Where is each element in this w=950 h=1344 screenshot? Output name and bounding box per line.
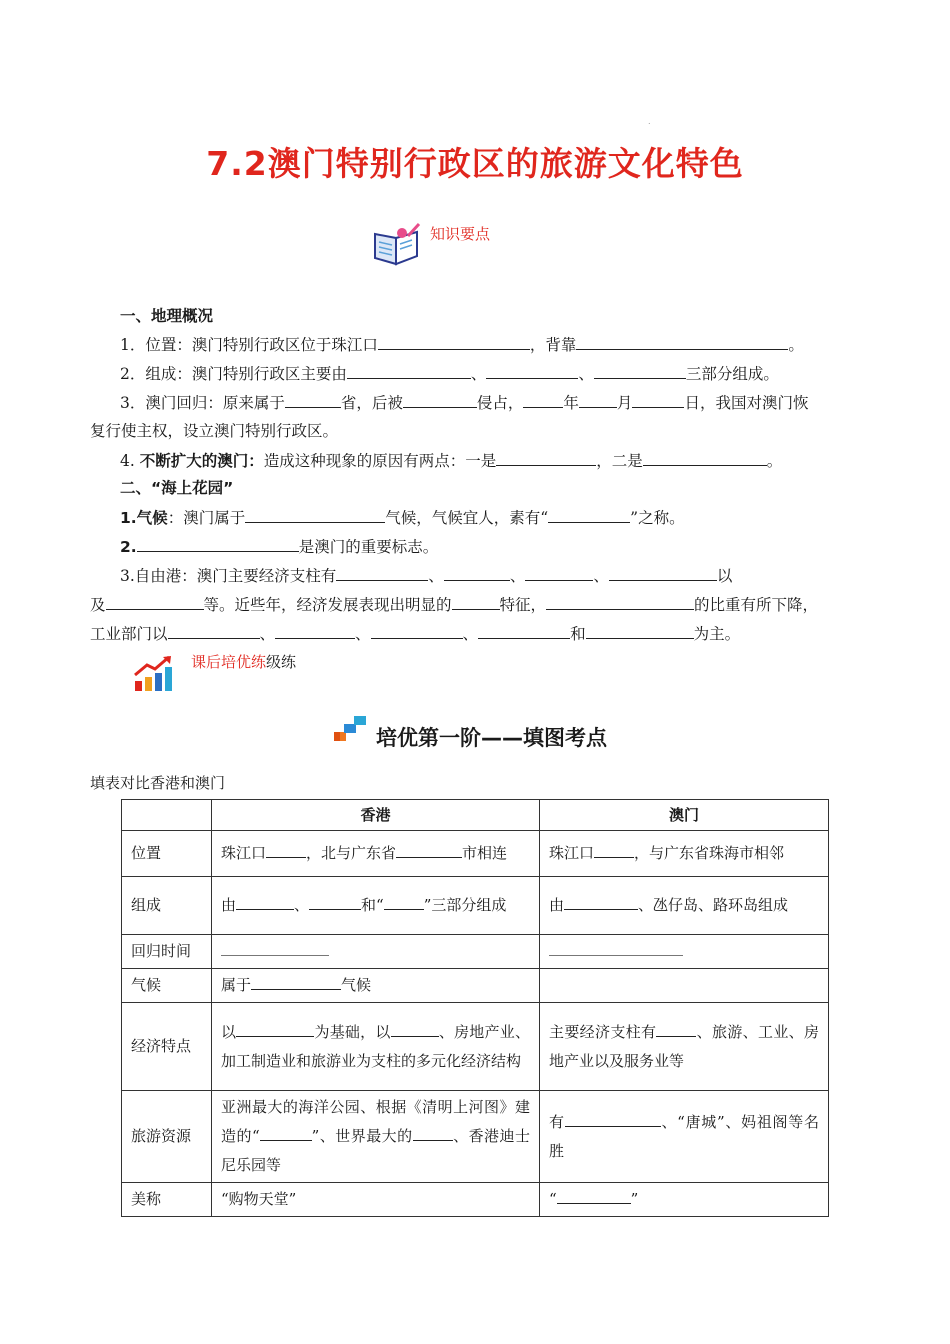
hk-cell xyxy=(212,1003,540,1091)
mo-cell xyxy=(540,831,829,877)
mo-cell xyxy=(540,1003,829,1091)
text: 。 xyxy=(788,336,804,354)
section2-line3-cont xyxy=(90,594,818,615)
text: 珠江口 xyxy=(549,844,595,862)
answer-blank[interactable] xyxy=(656,1021,696,1037)
answer-blank[interactable] xyxy=(632,392,684,408)
section2-line3 xyxy=(120,565,732,586)
text: ，二是 xyxy=(596,452,643,470)
answer-blank[interactable] xyxy=(236,1021,314,1037)
knowledge-points-label: 知识要点 xyxy=(430,225,491,243)
text: 级练 xyxy=(266,653,297,671)
text: 日，我国对澳门恢 xyxy=(684,394,809,412)
text: 由 xyxy=(549,896,565,914)
answer-blank[interactable] xyxy=(594,363,686,379)
answer-blank[interactable] xyxy=(266,842,306,858)
row-key: 美称 xyxy=(122,1183,212,1217)
text: 、 xyxy=(294,896,310,914)
text: 工业部门以 xyxy=(90,625,168,643)
section2-line2 xyxy=(120,536,438,557)
text: 市相连 xyxy=(462,844,508,862)
text: ，与广东省珠海市相邻 xyxy=(634,844,785,862)
text: ，背靠 xyxy=(529,336,577,354)
header-empty xyxy=(122,800,212,831)
table-caption: 填表对比香港和澳门 xyxy=(90,774,226,792)
text: 气候 xyxy=(341,976,372,994)
answer-blank[interactable] xyxy=(444,565,510,581)
steps-icon xyxy=(332,712,372,746)
answer-blank[interactable] xyxy=(251,974,341,990)
answer-blank[interactable] xyxy=(309,894,361,910)
exercise-label xyxy=(191,651,296,672)
text: 、 xyxy=(462,625,479,643)
text: 课后培优练 xyxy=(191,653,267,671)
text: 主要经济支柱有 xyxy=(549,1022,657,1041)
answer-blank[interactable] xyxy=(576,334,788,350)
growth-chart-icon xyxy=(133,655,177,697)
text: 、 xyxy=(355,625,371,643)
row-key: 回归时间 xyxy=(122,935,212,969)
answer-blank[interactable] xyxy=(523,392,563,408)
answer-blank[interactable] xyxy=(336,565,428,581)
answer-blank[interactable] xyxy=(347,363,471,379)
section1-line2 xyxy=(120,363,779,384)
mo-cell xyxy=(540,935,829,969)
text: ”之称。 xyxy=(630,509,685,527)
text: 、 xyxy=(593,567,609,585)
text: 年 xyxy=(563,394,579,412)
table-row xyxy=(122,969,829,1003)
section2-line3-cont2 xyxy=(90,623,740,644)
text: 2．组成：澳门特别行政区主要由 xyxy=(120,365,347,383)
text: 、 xyxy=(470,365,487,383)
book-icon xyxy=(372,222,422,270)
section1-line3-cont: 复行使主权，设立澳门特别行政区。 xyxy=(90,422,339,440)
text: 2. xyxy=(120,538,137,556)
table-header-row xyxy=(122,800,829,831)
section1-line1 xyxy=(120,334,804,355)
answer-blank[interactable] xyxy=(384,894,424,910)
text: 造成这种现象的原因有两点：一是 xyxy=(263,452,497,470)
answer-blank[interactable] xyxy=(221,940,329,956)
table-row xyxy=(122,1183,829,1217)
answer-blank[interactable] xyxy=(586,623,694,639)
text: 3.自由港：澳门主要经济支柱有 xyxy=(120,567,337,585)
text: 、 xyxy=(428,567,444,585)
row-key: 组成 xyxy=(122,877,212,935)
answer-blank[interactable] xyxy=(565,1111,661,1127)
text: 和“ xyxy=(361,896,384,914)
hk-cell xyxy=(212,1091,540,1183)
section1-line4 xyxy=(120,450,782,471)
text: ，北与广东省 xyxy=(306,844,397,862)
answer-blank[interactable] xyxy=(371,623,463,639)
row-key: 旅游资源 xyxy=(122,1091,212,1183)
stray-mark: . xyxy=(648,117,651,126)
section1-heading: 一、地理概况 xyxy=(120,307,214,325)
text: 特征， xyxy=(499,596,547,614)
answer-blank[interactable] xyxy=(396,842,462,858)
hk-cell: “购物天堂” xyxy=(212,1183,540,1217)
answer-blank[interactable] xyxy=(609,565,717,581)
answer-blank[interactable] xyxy=(168,623,260,639)
answer-blank[interactable] xyxy=(557,1188,631,1204)
answer-blank[interactable] xyxy=(452,594,500,610)
answer-blank[interactable] xyxy=(391,1021,439,1037)
text: 、香港迪士尼乐园等 xyxy=(221,1127,530,1174)
text: 是澳门的重要标志。 xyxy=(298,538,439,556)
table-row xyxy=(122,1003,829,1091)
table-row xyxy=(122,877,829,935)
text: 月 xyxy=(616,394,633,412)
text: 为基础，以 xyxy=(314,1022,391,1041)
answer-blank[interactable] xyxy=(378,334,530,350)
answer-blank[interactable] xyxy=(413,1125,453,1141)
text: 以 xyxy=(221,1022,237,1041)
answer-blank[interactable] xyxy=(137,536,299,552)
header-macau: 澳门 xyxy=(540,800,829,831)
row-key: 经济特点 xyxy=(122,1003,212,1091)
table-row xyxy=(122,935,829,969)
table-row xyxy=(122,831,829,877)
text: 三部分组成。 xyxy=(685,365,779,383)
answer-blank[interactable] xyxy=(106,594,204,610)
answer-blank[interactable] xyxy=(260,1125,312,1141)
answer-blank[interactable] xyxy=(564,894,638,910)
text: “ xyxy=(549,1190,557,1208)
text: 及 xyxy=(90,596,106,614)
section2-line1 xyxy=(120,507,685,528)
mo-cell xyxy=(540,969,829,1003)
mo-cell xyxy=(540,1091,829,1183)
answer-blank[interactable] xyxy=(478,623,570,639)
text: 侵占， xyxy=(476,394,524,412)
text: 省，后被 xyxy=(340,394,403,412)
text: 1．位置：澳门特别行政区位于珠江口 xyxy=(120,336,378,354)
answer-blank[interactable] xyxy=(594,842,634,858)
answer-blank[interactable] xyxy=(643,450,767,466)
text: 有 xyxy=(549,1112,565,1131)
answer-blank[interactable] xyxy=(496,450,596,466)
text: 等。近些年，经济发展表现出明显的 xyxy=(203,596,452,614)
text: 珠江口 xyxy=(221,844,267,862)
text: ”、世界最大的 xyxy=(311,1127,413,1145)
text: 、 xyxy=(259,625,276,643)
table-row xyxy=(122,1091,829,1183)
text: 、旅游、工业、房地产业以及服务业等 xyxy=(549,1022,819,1070)
text: 和 xyxy=(570,625,586,643)
row-key: 气候 xyxy=(122,969,212,1003)
comparison-table xyxy=(121,799,829,1217)
answer-blank[interactable] xyxy=(245,507,385,523)
text: 、氹仔岛、路环岛组成 xyxy=(638,896,789,914)
text: 1.气候 xyxy=(120,509,168,527)
answer-blank[interactable] xyxy=(403,392,477,408)
hk-cell xyxy=(212,831,540,877)
answer-blank[interactable] xyxy=(525,565,593,581)
text: 由 xyxy=(221,896,237,914)
text: 不断扩大的澳门： xyxy=(139,452,264,470)
text: 、 xyxy=(578,365,594,383)
text: 4. xyxy=(120,452,140,470)
mo-cell xyxy=(540,877,829,935)
answer-blank[interactable] xyxy=(486,363,578,379)
text: 的比重有所下降， xyxy=(694,596,819,614)
text: 气候，气候宜人，素有“ xyxy=(385,509,549,527)
hk-cell xyxy=(212,969,540,1003)
mo-cell xyxy=(540,1183,829,1217)
answer-blank[interactable] xyxy=(549,940,683,956)
text: 为主。 xyxy=(693,625,741,643)
answer-blank[interactable] xyxy=(236,894,294,910)
text: 、“唐城”、妈祖阁等名胜 xyxy=(549,1112,819,1160)
section2-heading: 二、“海上花园” xyxy=(120,479,234,497)
section1-line3 xyxy=(120,392,808,413)
answer-blank[interactable] xyxy=(546,594,694,610)
text: 以 xyxy=(716,567,733,585)
text: 3．澳门回归：原来属于 xyxy=(120,394,285,412)
text: ” xyxy=(630,1190,639,1208)
answer-blank[interactable] xyxy=(548,507,630,523)
text: 。 xyxy=(766,452,783,470)
hk-cell xyxy=(212,935,540,969)
page-title: 7.2澳门特别行政区的旅游文化特色 xyxy=(206,144,744,183)
text: 、 xyxy=(509,567,526,585)
text: 亚洲最大的海洋公园、根据《清明上河图》建造的“ xyxy=(221,1098,530,1145)
step-title: 培优第一阶——填图考点 xyxy=(376,726,607,750)
text: ：澳门属于 xyxy=(167,509,246,527)
text: ”三部分组成 xyxy=(423,896,507,914)
answer-blank[interactable] xyxy=(275,623,355,639)
header-hongkong: 香港 xyxy=(212,800,540,831)
hk-cell xyxy=(212,877,540,935)
text: 属于 xyxy=(221,976,252,994)
text: 、房地产业、加工制造业和旅游业为支柱的多元化经济结构 xyxy=(221,1022,530,1070)
answer-blank[interactable] xyxy=(285,392,341,408)
answer-blank[interactable] xyxy=(579,392,617,408)
row-key: 位置 xyxy=(122,831,212,877)
